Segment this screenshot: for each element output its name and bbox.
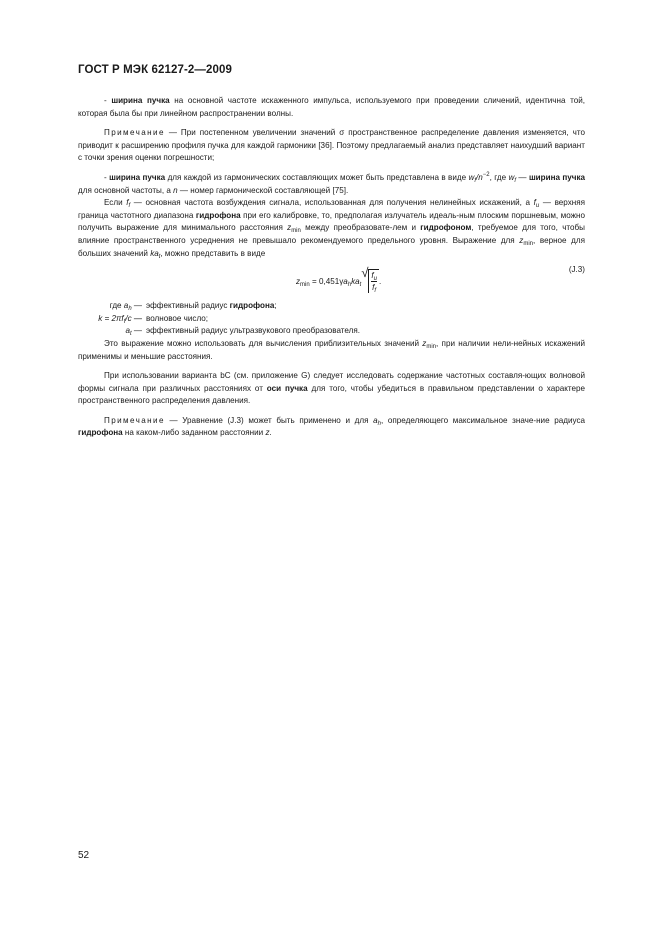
page-body xyxy=(78,95,585,440)
formula-expression: $z_{min} = 0,451\gamma a_hka_t$ √ $\frac{f_u}{f_f}$ . xyxy=(296,265,382,295)
document-header: ГОСТ Р МЭК 62127-2—2009 xyxy=(78,64,232,76)
paragraph-beam-width-harmonics: - ширина пучка для каждой из гармонических составляющих может быть представлена в виде $w_f/n^{-2}$, где $w_f$ — ширина пучка для основной частоты, а n — номер гармонической составляющей [75]. xyxy=(78,171,586,195)
square-root: √ $\frac{f_u}{f_f}$ xyxy=(361,265,377,295)
note-1: Примечание — При постепенном увеличении значений σ пространственное распределение давления изменяется, что приводит к расширению профиля пучка для каждой гармоники [36]. Поэтому предлагаемый анализ представляет наихудший вариант с точки зрения оценки погрешности; xyxy=(78,128,585,163)
formula-number: (J.3) xyxy=(568,265,585,275)
paragraph-frequency-definition: Если $f_f$ — основная частота возбуждения сигнала, использованная для получения нелинейных искажений, а $f_u$ — верхняя граница частотного диапазона гидрофона при его калибровке, то, предполагая излучатель идеаль-ным плоским поршневым, можно получить выражение для минимального расстояния $z_{min}$ между преобразовате-лем и гидрофоном, требуемое для того, чтобы влияние пространственного усреднения не превышало рекомендуемого предельного уровня. Выражение для $z_{min}$, верное для больших значений $ka_t$, можно представить в виде xyxy=(78,198,586,260)
legend-row: где $a_h$ — эффективный радиус гидрофона; xyxy=(109,301,277,313)
paragraph-beam-width-fundamental: - ширина пучка на основной частоте искаженного импульса, используемого при проведении сличений, идентична той, которая была бы при линейном распространении волны. xyxy=(78,96,585,118)
legend-row: $k = 2\pi f_f/c$ — волновое число; xyxy=(98,313,209,325)
paragraph-variant-bc: При использовании варианта bC (см. приложение G) следует исследовать содержание частотных составля-ющих волновой формы сигнала при различных расстояниях от оси пучка для того, чтобы убедиться в правильном представлении о характере пространственного распределения давления. xyxy=(78,371,585,406)
note-2: Примечание — Уравнение (J.3) может быть применено и для $a_h$, определяющего максимальное значе-ние радиуса гидрофона на каком-либо заданном расстоянии z. xyxy=(78,415,585,438)
note-label: Примечание xyxy=(104,128,165,138)
paragraph-expression-usage: Это выражение можно использовать для вычисления приблизительных значений $z_{min}$, при наличии нели-нейных искажений применимы и меньшие расстояния. xyxy=(78,338,585,361)
symbol-legend xyxy=(78,300,585,338)
legend-row: $a_t$ — эффективный радиус ультразвукового преобразователя. xyxy=(125,326,360,338)
formula-j3 xyxy=(78,264,585,298)
note-label: Примечание xyxy=(104,415,165,425)
fraction: $\frac{f_u}{f_f}$ xyxy=(368,269,379,293)
page-number: 52 xyxy=(78,850,90,861)
